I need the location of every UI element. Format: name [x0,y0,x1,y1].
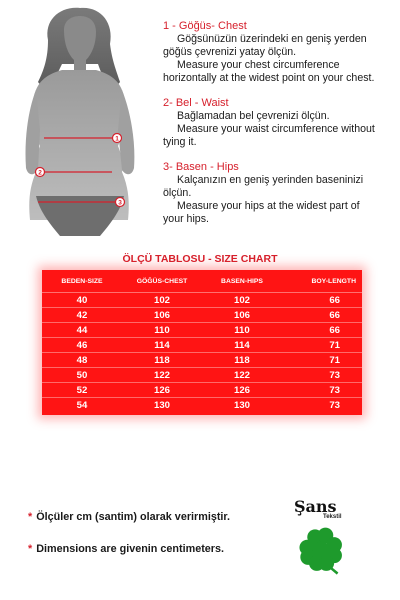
clover-icon [296,525,348,577]
marker-1-label: 1 [115,135,119,143]
cell-length: 71 [282,338,362,353]
cell-chest: 110 [122,323,202,338]
cell-hips: 126 [202,383,282,398]
table-row [42,338,362,353]
cell-length: 73 [282,398,362,413]
cell-chest: 118 [122,353,202,368]
instruction-line: Göğsünüzün üzerindeki en geniş yerden [177,33,367,45]
table-row [42,293,362,308]
cell-size: 46 [42,338,122,353]
cell-chest: 106 [122,308,202,323]
note-text: Dimensions are givenin centimeters. [36,543,225,555]
logo-wordmark: Şans [294,497,337,516]
cell-chest: 126 [122,383,202,398]
cell-hips: 114 [202,338,282,353]
marker-3-label: 3 [118,199,122,207]
note-units-tr [28,511,230,523]
instruction-hips [163,160,395,226]
cell-hips: 102 [202,293,282,308]
table-row [42,398,362,413]
measurement-instructions [163,19,395,237]
instruction-line-en: horizontally at the widest point on your chest. [163,72,375,84]
cell-chest: 102 [122,293,202,308]
cell-size: 42 [42,308,122,323]
size-chart-body [42,293,362,413]
size-chart-title: ÖLÇÜ TABLOSU - SIZE CHART [122,253,278,265]
cell-chest: 114 [122,338,202,353]
size-chart-table-panel [42,270,362,415]
marker-1-icon [113,134,122,143]
cell-length: 66 [282,323,362,338]
instruction-line-en: tying it. [163,136,197,148]
table-row [42,368,362,383]
instruction-title: 2- Bel - Waist [163,97,229,109]
instruction-line: Bağlamadan bel çevrenizi ölçün. [177,110,330,122]
instruction-line-en: Measure your hips at the widest part of [177,200,360,212]
column-header-size: BEDEN-SIZE [42,270,122,293]
cell-chest: 122 [122,368,202,383]
instruction-line-en: Measure your chest circumference [177,59,340,71]
table-row [42,308,362,323]
cell-length: 71 [282,353,362,368]
cell-size: 54 [42,398,122,413]
instruction-title: 1 - Göğüs- Chest [163,20,247,32]
logo-subtitle: Tekstil [323,514,342,520]
size-chart-table [42,270,362,412]
cell-length: 73 [282,368,362,383]
cell-hips: 118 [202,353,282,368]
marker-2-label: 2 [38,169,42,177]
instruction-line-en: your hips. [163,213,209,225]
table-header-row [42,270,362,293]
table-row [42,383,362,398]
cell-length: 66 [282,293,362,308]
marker-3-icon [116,198,125,207]
cell-size: 44 [42,323,122,338]
cell-hips: 110 [202,323,282,338]
cell-size: 40 [42,293,122,308]
cell-chest: 130 [122,398,202,413]
cell-size: 50 [42,368,122,383]
marker-2-icon [36,168,45,177]
note-star: * [28,543,33,555]
column-header-chest: GÖĞÜS-CHEST [122,270,202,293]
cell-hips: 106 [202,308,282,323]
instruction-chest [163,19,395,85]
cell-length: 73 [282,383,362,398]
instruction-line: ölçün. [163,187,192,199]
cell-size: 48 [42,353,122,368]
column-header-length: BOY-LENGTH [282,270,362,293]
note-text: Ölçüler cm (santim) olarak verirmiştir. [36,511,231,523]
cell-hips: 122 [202,368,282,383]
note-star: * [28,511,33,523]
table-row [42,353,362,368]
cell-size: 52 [42,383,122,398]
table-row [42,323,362,338]
note-units-en [28,543,224,555]
cell-length: 66 [282,308,362,323]
instruction-waist [163,96,395,149]
column-header-hips: BASEN-HIPS [202,270,282,293]
cell-hips: 130 [202,398,282,413]
instruction-line-en: Measure your waist circumference without [177,123,375,135]
sans-tekstil-logo [290,497,360,577]
instruction-line: Kalçanızın en geniş yerinden baseninizi [177,174,364,186]
instruction-line: göğüs çevrenizi yatay ölçün. [163,46,297,58]
instruction-title: 3- Basen - Hips [163,161,239,173]
body-silhouette-figure [0,0,160,240]
